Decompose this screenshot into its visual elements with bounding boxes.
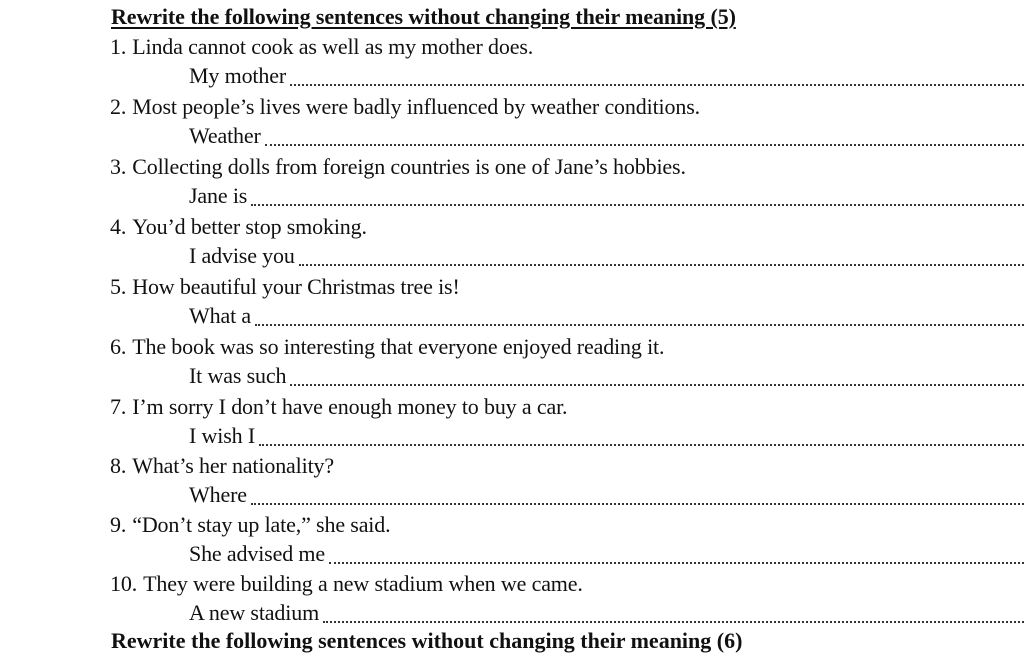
question-text: Linda cannot cook as well as my mother does. [132, 34, 534, 59]
answer-prompt: Where [189, 482, 247, 507]
question-text: You’d better stop smoking. [132, 214, 367, 239]
question-sentence [110, 273, 460, 301]
next-section-heading: Rewrite the following sentences without changing their meaning (6) [111, 628, 743, 653]
exercise-item-2 [110, 93, 1024, 153]
answer-prompt: I wish I [189, 423, 256, 448]
exercise-item-10 [110, 570, 1024, 630]
answer-line [189, 62, 1024, 90]
question-number: 2. [110, 94, 127, 119]
question-text: How beautiful your Christmas tree is! [132, 274, 460, 299]
question-number: 5. [110, 274, 127, 299]
exercise-item-9 [110, 511, 1024, 571]
answer-line [189, 540, 1024, 568]
question-number: 8. [110, 453, 127, 478]
question-sentence [110, 452, 334, 480]
question-number: 10. [110, 571, 138, 596]
answer-line [189, 599, 1024, 627]
answer-line [189, 422, 1024, 450]
question-sentence [110, 153, 686, 181]
question-text: “Don’t stay up late,” she said. [132, 512, 391, 537]
question-number: 3. [110, 154, 127, 179]
exercise-item-6 [110, 333, 1024, 393]
question-text: I’m sorry I don’t have enough money to buy a car. [132, 394, 568, 419]
answer-prompt: It was such [189, 363, 287, 388]
answer-prompt: My mother [189, 63, 287, 88]
answer-prompt: I advise you [189, 243, 295, 268]
answer-blank[interactable] [259, 434, 1024, 446]
question-number: 6. [110, 334, 127, 359]
question-sentence [110, 213, 367, 241]
answer-prompt: Jane is [189, 183, 248, 208]
answer-blank[interactable] [299, 254, 1024, 266]
answer-prompt: She advised me [189, 541, 325, 566]
answer-blank[interactable] [290, 74, 1024, 86]
answer-line [189, 362, 1024, 390]
answer-line [189, 122, 1024, 150]
answer-prompt: What a [189, 303, 252, 328]
answer-blank[interactable] [290, 374, 1024, 386]
question-sentence [110, 333, 664, 361]
question-number: 9. [110, 512, 127, 537]
answer-blank[interactable] [323, 611, 1024, 623]
question-sentence [110, 33, 533, 61]
answer-blank[interactable] [265, 134, 1024, 146]
answer-line [189, 302, 1024, 330]
question-sentence [110, 511, 390, 539]
exercise-item-4 [110, 213, 1024, 273]
question-sentence [110, 393, 567, 421]
exercise-item-3 [110, 153, 1024, 213]
exercise-item-5 [110, 273, 1024, 333]
answer-line [189, 481, 1024, 509]
question-text: Most people’s lives were badly influenced by weather conditions. [132, 94, 700, 119]
question-number: 4. [110, 214, 127, 239]
question-text: Collecting dolls from foreign countries is one of Jane’s hobbies. [132, 154, 686, 179]
answer-prompt: A new stadium [189, 600, 320, 625]
answer-blank[interactable] [255, 314, 1024, 326]
answer-line [189, 242, 1024, 270]
question-sentence [110, 570, 583, 598]
answer-blank[interactable] [251, 493, 1024, 505]
question-text: What’s her nationality? [132, 453, 335, 478]
exercise-item-7 [110, 393, 1024, 453]
question-sentence [110, 93, 700, 121]
exercise-item-1 [110, 33, 1024, 93]
section-heading: Rewrite the following sentences without changing their meaning (5) [111, 4, 736, 29]
question-text: They were building a new stadium when we came. [143, 571, 583, 596]
question-text: The book was so interesting that everyone enjoyed reading it. [132, 334, 665, 359]
answer-prompt: Weather [189, 123, 261, 148]
answer-line [189, 182, 1024, 210]
question-number: 1. [110, 34, 127, 59]
question-number: 7. [110, 394, 127, 419]
exercise-item-8 [110, 452, 1024, 512]
answer-blank[interactable] [251, 194, 1024, 206]
answer-blank[interactable] [329, 552, 1024, 564]
